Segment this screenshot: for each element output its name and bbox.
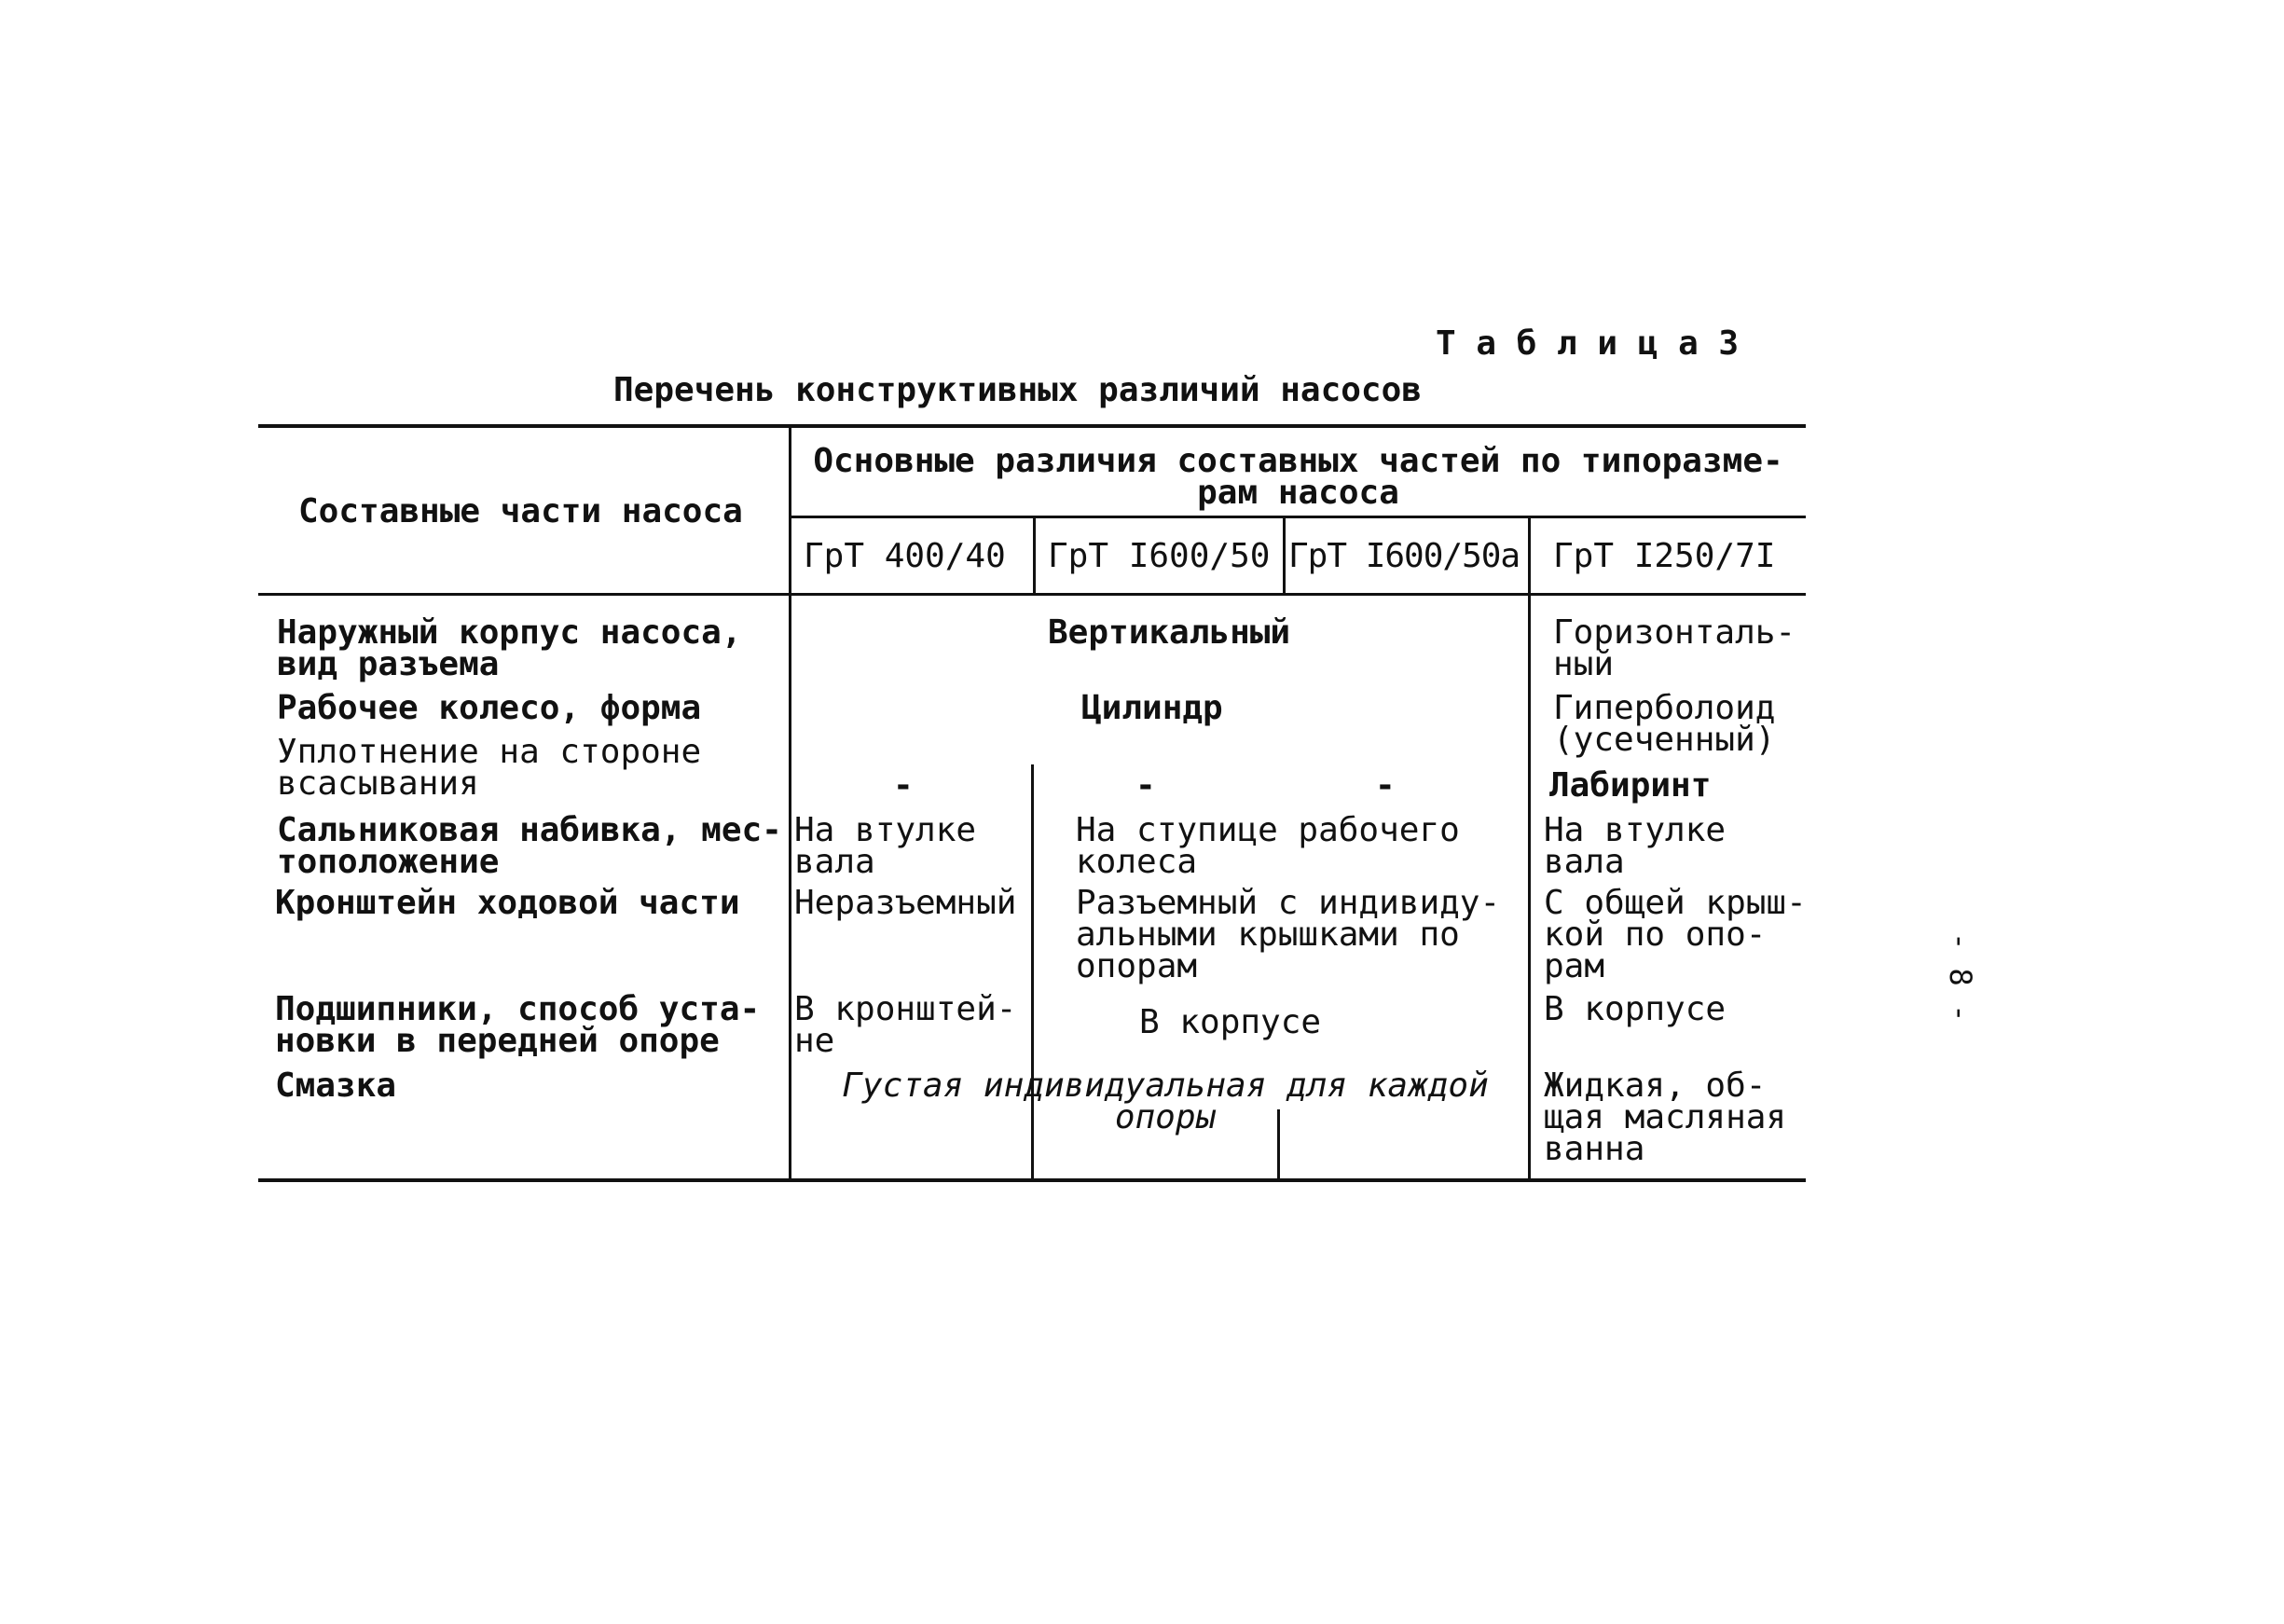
page-number: - 8 - [1943, 932, 1978, 1023]
row-2-col4: Гиперболоид (усеченный) [1553, 689, 1776, 759]
row-6-part: Подшипники, способ уста- новки в передней опоре [275, 990, 761, 1060]
row-5-part: Кронштейн ходовой части [275, 884, 740, 922]
row-3-part: Уплотнение на стороне всасывания [277, 733, 702, 803]
row-6-merged-2-3: В корпусе [1139, 1003, 1322, 1041]
divider-header-col2-col3 [1283, 516, 1286, 595]
row-1-col4: Горизонталь- ный [1553, 613, 1796, 683]
row-3-col3: - [1375, 766, 1396, 805]
row-4-merged-2-3: На ступице рабочего колеса [1076, 811, 1460, 881]
row-5-col4: С общей крыш- кой по опо- рам [1544, 884, 1807, 985]
row-7-part: Смазка [275, 1067, 397, 1105]
row-3-col1: - [893, 766, 914, 805]
header-differences-group: Основные различия составных частей по типоразме- рам насоса [813, 442, 1783, 512]
header-model-3: ГрТ I600/50а [1288, 537, 1520, 575]
header-parts-column: Составные части насоса [298, 492, 743, 530]
header-model-1: ГрТ 400/40 [804, 537, 1006, 575]
row-2-merged: Цилиндр [1081, 689, 1223, 727]
row-4-col4: На втулке вала [1544, 811, 1727, 881]
row-7-merged: Густая индивидуальная для каждой опоры [842, 1067, 1489, 1136]
row-3-col4: Лабиринт [1549, 766, 1712, 805]
header-model-2: ГрТ I600/50 [1048, 537, 1271, 575]
row-4-part: Сальниковая набивка, мес- тоположение [277, 811, 782, 881]
row-5-col1: Неразъемный [794, 884, 1017, 922]
row-7-col4: Жидкая, об- щая масляная ванна [1544, 1067, 1787, 1168]
row-1-part: Наружный корпус насоса, вид разъема [277, 613, 742, 683]
table-title: Перечень конструктивных различий насосов [613, 371, 1422, 409]
table-top-rule [258, 424, 1806, 428]
row-2-part: Рабочее колесо, форма [277, 689, 702, 727]
row-1-merged: Вертикальный [1048, 613, 1291, 652]
row-4-col1: На втулке вала [794, 811, 977, 881]
row-6-col4: В корпусе [1544, 990, 1727, 1028]
row-6-col1: В кронштей- не [794, 990, 1017, 1060]
group-header-rule [791, 516, 1806, 518]
row-3-col2: - [1135, 766, 1156, 805]
row-5-merged-2-3: Разъемный с индивиду- альными крышками по опорам [1076, 884, 1501, 985]
divider-header-col1-col2 [1033, 516, 1036, 595]
divider-parts-column [789, 426, 791, 1179]
header-model-4: ГрТ I250/7I [1553, 537, 1776, 575]
header-bottom-rule [258, 593, 1806, 596]
table-label: Т а б л и ц а 3 [1436, 324, 1740, 363]
